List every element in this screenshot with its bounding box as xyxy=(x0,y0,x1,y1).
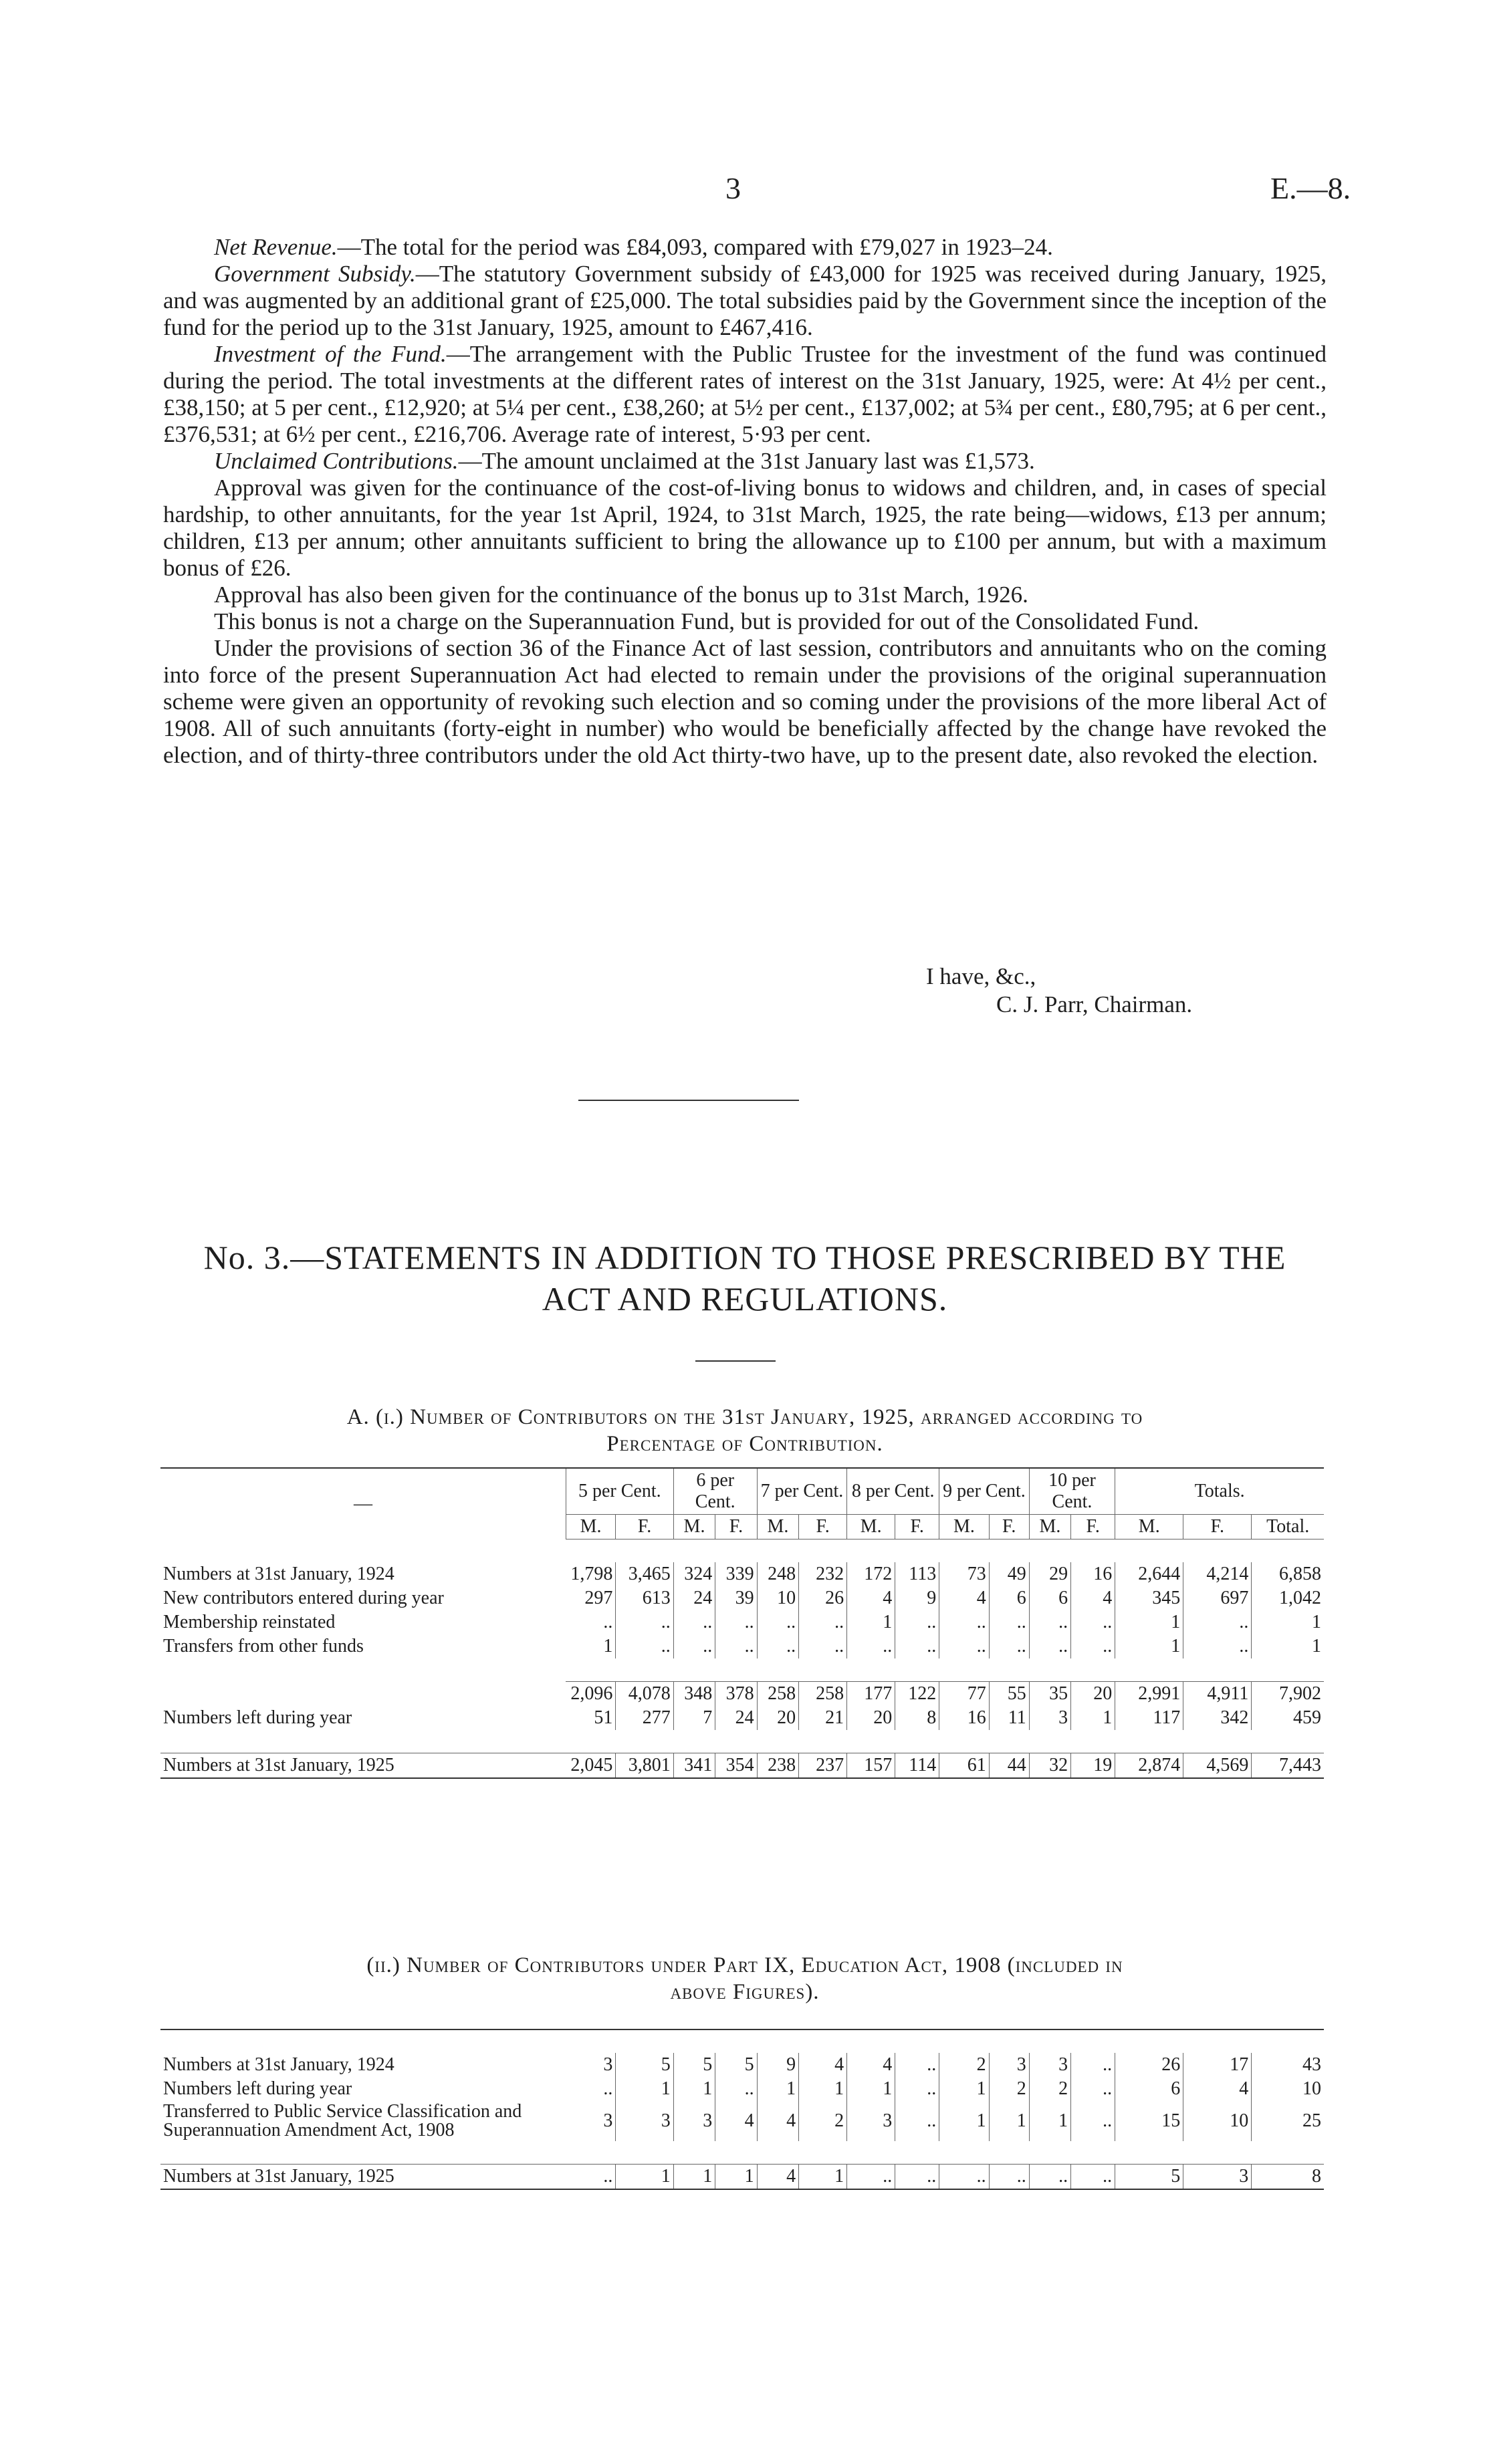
table-cell: 1 xyxy=(616,2165,673,2190)
table-cell: .. xyxy=(1071,1634,1115,1658)
table-cell: 3 xyxy=(989,2053,1029,2077)
table-row xyxy=(160,1682,1324,1707)
table-cell: 9 xyxy=(757,2053,798,2077)
row-label: Transfers from other funds xyxy=(163,1636,364,1656)
subcolumn-header: M. xyxy=(566,1515,615,1539)
table-cell: .. xyxy=(1183,1610,1252,1634)
salutation: I have, &c., xyxy=(926,963,1036,989)
divider xyxy=(695,1360,776,1362)
table-cell: .. xyxy=(566,2077,615,2101)
table-cell: 345 xyxy=(1115,1586,1183,1610)
subcolumn-header: M. xyxy=(673,1515,715,1539)
row-label: Numbers at 31st January, 1925 xyxy=(160,1753,566,1779)
subcolumn-header: M. xyxy=(1029,1515,1070,1539)
table-cell: .. xyxy=(715,1610,757,1634)
table-cell: 8 xyxy=(1252,2165,1324,2190)
table-cell: 26 xyxy=(1115,2053,1183,2077)
spacer-row xyxy=(160,1539,1324,1563)
table-a xyxy=(160,1467,1324,1779)
table-cell: .. xyxy=(1071,2053,1115,2077)
table-row xyxy=(160,1610,1324,1634)
table-cell: 4 xyxy=(939,1586,989,1610)
table-cell: 24 xyxy=(673,1586,715,1610)
table-cell: 4 xyxy=(757,2101,798,2141)
table-cell: 177 xyxy=(847,1682,895,1707)
table-cell: 297 xyxy=(566,1586,615,1610)
subcolumn-header: F. xyxy=(616,1515,673,1539)
table-row xyxy=(160,2101,1324,2141)
table-cell: 49 xyxy=(989,1562,1029,1586)
table-cell: .. xyxy=(566,1610,615,1634)
table-cell: 1 xyxy=(847,2077,895,2101)
table-cell: 15 xyxy=(1115,2101,1183,2141)
table-cell: 1 xyxy=(799,2165,847,2190)
table-cell: 3 xyxy=(673,2101,715,2141)
table-cell: 339 xyxy=(715,1562,757,1586)
table-cell: 20 xyxy=(1071,1682,1115,1707)
table-cell: 258 xyxy=(799,1682,847,1707)
row-label: Membership reinstated xyxy=(163,1612,336,1632)
subcolumn-header: F. xyxy=(989,1515,1029,1539)
section-heading-line2: ACT AND REGULATIONS. xyxy=(542,1280,948,1318)
table-cell: .. xyxy=(1071,2165,1115,2190)
divider xyxy=(578,1100,799,1101)
table-cell: .. xyxy=(895,2165,939,2190)
paragraph-lead: Net Revenue. xyxy=(214,234,338,260)
table-cell: .. xyxy=(673,1634,715,1658)
table-a-title xyxy=(163,1404,1327,1457)
subcolumn-header: M. xyxy=(1115,1515,1183,1539)
column-group-header: 9 per Cent. xyxy=(939,1468,1029,1515)
paragraph-government-subsidy xyxy=(163,261,1327,341)
table-cell: 2 xyxy=(1029,2077,1070,2101)
table-cell: .. xyxy=(1183,1634,1252,1658)
table-cell: 77 xyxy=(939,1682,989,1707)
table-cell: 26 xyxy=(799,1586,847,1610)
table-a-body xyxy=(160,1539,1324,1779)
table-cell: 1 xyxy=(1312,1636,1321,1656)
row-label: Transferred to Public Service Classification and Superannuation Amendment Act, 1908 xyxy=(163,2101,522,2140)
paragraph-net-revenue xyxy=(163,234,1327,261)
table-cell: 43 xyxy=(1302,2054,1321,2075)
table-cell: 3 xyxy=(1183,2165,1252,2190)
table-b-title-line1: (ii.) Number of Contributors under Part IX, Education Act, 1908 (included in xyxy=(366,1953,1123,1977)
subcolumn-header: F. xyxy=(799,1515,847,1539)
row-label: Numbers at 31st January, 1924 xyxy=(163,2054,394,2075)
paragraph-finance-act: Under the provisions of section 36 of the Finance Act of last session, contributors and annuitants who on the coming into force of the present Superannuation Act had elected to remain under the provisions of the original superannuation scheme were given an opportunity of revoking such election and so coming under the provisions of the more liberal Act of 1908. All of such annuitants (forty-eight in number) who would be beneficially affected by the change have revoked the election, and of thirty-three contributors under the old Act thirty-two have, up to the present date, also revoked the election. xyxy=(163,635,1327,768)
table-cell: .. xyxy=(1029,1634,1070,1658)
table-cell: 10 xyxy=(1302,2078,1321,2099)
table-cell: 2,991 xyxy=(1115,1682,1183,1707)
table-cell: .. xyxy=(989,2165,1029,2190)
table-cell: 1 xyxy=(1071,1706,1115,1730)
table-cell: 10 xyxy=(1183,2101,1252,2141)
table-cell: 324 xyxy=(673,1562,715,1586)
table-cell: 114 xyxy=(895,1753,939,1779)
table-cell: 6 xyxy=(989,1586,1029,1610)
table-cell: 1 xyxy=(715,2165,757,2190)
section-heading-line1: No. 3.—STATEMENTS IN ADDITION TO THOSE PRESCRIBED BY THE xyxy=(203,1239,1286,1276)
table-cell: .. xyxy=(895,1634,939,1658)
table-cell: .. xyxy=(939,1634,989,1658)
table-cell: 4 xyxy=(1071,1586,1115,1610)
table-cell: .. xyxy=(895,2053,939,2077)
table-row xyxy=(160,2053,1324,2077)
column-group-header: 5 per Cent. xyxy=(566,1468,673,1515)
table-cell: .. xyxy=(616,1634,673,1658)
table-cell: 113 xyxy=(895,1562,939,1586)
table-cell: 4,911 xyxy=(1183,1682,1252,1707)
table-cell: 7 xyxy=(673,1706,715,1730)
table-cell: 3 xyxy=(1029,2053,1070,2077)
table-cell: 1 xyxy=(1115,1610,1183,1634)
table-cell: 3 xyxy=(1029,1706,1070,1730)
table-cell: .. xyxy=(989,1610,1029,1634)
table-cell: 21 xyxy=(799,1706,847,1730)
table-b-title xyxy=(163,1952,1327,2005)
table-cell: 2 xyxy=(989,2077,1029,2101)
table-cell: 157 xyxy=(847,1753,895,1779)
column-group-header: Totals. xyxy=(1115,1468,1324,1515)
section-heading xyxy=(163,1237,1327,1320)
table-cell: 51 xyxy=(566,1706,615,1730)
spacer-cell xyxy=(160,1658,1324,1682)
column-group-header: 8 per Cent. xyxy=(847,1468,939,1515)
spacer-row xyxy=(160,1658,1324,1682)
column-group-header: 7 per Cent. xyxy=(757,1468,847,1515)
table-cell: 4 xyxy=(715,2101,757,2141)
table-cell: 5 xyxy=(616,2053,673,2077)
table-cell: 3,465 xyxy=(616,1562,673,1586)
table-cell: 348 xyxy=(673,1682,715,1707)
table-b-body xyxy=(160,2029,1324,2189)
table-cell: 341 xyxy=(673,1753,715,1779)
table-cell: 3 xyxy=(616,2101,673,2141)
table-cell: .. xyxy=(799,1610,847,1634)
table-cell: 258 xyxy=(757,1682,798,1707)
row-label: Numbers left during year xyxy=(163,2078,352,2099)
table-cell: .. xyxy=(715,2077,757,2101)
table-cell: 17 xyxy=(1183,2053,1252,2077)
table-row xyxy=(160,2165,1324,2190)
table-cell: 4 xyxy=(847,2053,895,2077)
table-cell: 122 xyxy=(895,1682,939,1707)
table-cell: 2,096 xyxy=(566,1682,615,1707)
table-cell: .. xyxy=(566,2165,615,2190)
table-cell: 10 xyxy=(757,1586,798,1610)
table-cell: 1 xyxy=(989,2101,1029,2141)
table-cell: .. xyxy=(895,2101,939,2141)
table-cell: 32 xyxy=(1029,1753,1070,1779)
row-label: Numbers left during year xyxy=(163,1707,352,1728)
table-cell: 1 xyxy=(939,2101,989,2141)
table-row xyxy=(160,1753,1324,1779)
page-number: 3 xyxy=(725,171,741,205)
table-row xyxy=(160,2077,1324,2101)
paragraph-text: —The arrangement with the Public Trustee for the investment of the fund was continued during the period. The total investments at the different rates of interest on the 31st January, 1925, were: At 4½ per cent., £38,150; at 5 per cent., £12,920; at 5¼ per cent., £38,260; at 5½ per cent., £137,002; at 5¾ per cent., £80,795; at 6 per cent., £376,531; at 6½ per cent., £216,706. Average rate of interest, 5·93 per cent. xyxy=(163,341,1327,447)
column-group-header: 6 per Cent. xyxy=(673,1468,757,1515)
table-cell: 29 xyxy=(1029,1562,1070,1586)
paragraph-text: —The amount unclaimed at the 31st January last was £1,573. xyxy=(458,448,1035,474)
table-cell: 4,569 xyxy=(1183,1753,1252,1779)
spacer-cell xyxy=(160,1730,1324,1753)
table-cell: 378 xyxy=(715,1682,757,1707)
table-cell: .. xyxy=(895,1610,939,1634)
report-text xyxy=(163,234,1327,769)
table-cell: 1 xyxy=(616,2077,673,2101)
table-cell: .. xyxy=(989,1634,1029,1658)
table-cell: 697 xyxy=(1183,1586,1252,1610)
table-cell: .. xyxy=(1071,2101,1115,2141)
table-row xyxy=(160,1586,1324,1610)
spacer-cell xyxy=(160,2029,1324,2053)
table-cell: 354 xyxy=(715,1753,757,1779)
closing-block xyxy=(909,963,1192,1019)
table-cell: 7,902 xyxy=(1252,1682,1324,1707)
table-cell: 35 xyxy=(1029,1682,1070,1707)
table-cell: 342 xyxy=(1183,1706,1252,1730)
spacer-cell xyxy=(160,2141,1324,2165)
table-cell: 1,042 xyxy=(1279,1588,1321,1608)
table-cell: 3 xyxy=(847,2101,895,2141)
table-cell: 5 xyxy=(673,2053,715,2077)
document-reference: E.—8. xyxy=(1270,171,1351,205)
table-cell: .. xyxy=(939,1610,989,1634)
table-header-row xyxy=(160,1468,1324,1515)
subcolumn-header: M. xyxy=(939,1515,989,1539)
paragraph-bonus-approval: Approval was given for the continuance of the cost-of-living bonus to widows and children, and, in cases of special hardship, to other annuitants, for the year 1st April, 1924, to 31st March, 1925, the rate being—widows, £13 per annum; children, £13 per annum; other annuitants sufficient to bring the allowance up to £100 per annum, but with a maximum bonus of £26. xyxy=(163,475,1327,581)
table-cell: .. xyxy=(847,2165,895,2190)
subcolumn-header: F. xyxy=(1183,1515,1252,1539)
table-cell: 3,801 xyxy=(616,1753,673,1779)
column-group-header: 10 per Cent. xyxy=(1029,1468,1115,1515)
table-cell: 4 xyxy=(799,2053,847,2077)
paragraph-text: —The statutory Government subsidy of £43,000 for 1925 was received during January, 1925, and was augmented by an additional grant of £25,000. The total subsidies paid by the Government since the inception of the fund for the period up to the 31st January, 1925, amount to £467,416. xyxy=(163,261,1327,340)
subcolumn-header: M. xyxy=(757,1515,798,1539)
table-cell: .. xyxy=(1071,1610,1115,1634)
stub-header: — xyxy=(160,1468,566,1539)
subcolumn-header: F. xyxy=(895,1515,939,1539)
table-row xyxy=(160,1562,1324,1586)
signature: C. J. Parr, Chairman. xyxy=(996,991,1193,1017)
table-cell: .. xyxy=(1029,1610,1070,1634)
table-cell: 8 xyxy=(895,1706,939,1730)
table-cell: .. xyxy=(616,1610,673,1634)
spacer-cell xyxy=(160,1539,1324,1563)
table-a-title-line2: Percentage of Contribution. xyxy=(606,1432,883,1456)
table-row xyxy=(160,1706,1324,1730)
table-cell: .. xyxy=(847,1634,895,1658)
table-cell: 5 xyxy=(715,2053,757,2077)
table-cell: .. xyxy=(799,1634,847,1658)
table-b-title-line2: above Figures). xyxy=(670,1980,820,2004)
table-cell: .. xyxy=(1071,2077,1115,2101)
table-cell: 238 xyxy=(757,1753,798,1779)
table-cell: 7,443 xyxy=(1252,1753,1324,1779)
table-cell: 73 xyxy=(939,1562,989,1586)
paragraph-bonus-continuance: Approval has also been given for the continuance of the bonus up to 31st March, 1926. xyxy=(214,582,1028,608)
spacer-row xyxy=(160,1730,1324,1753)
table-cell: 1 xyxy=(566,1634,615,1658)
table-cell: .. xyxy=(757,1634,798,1658)
table-cell: 20 xyxy=(757,1706,798,1730)
table-cell: 19 xyxy=(1071,1753,1115,1779)
table-cell: .. xyxy=(895,2077,939,2101)
table-cell: 16 xyxy=(1071,1562,1115,1586)
paragraph-unclaimed xyxy=(163,448,1327,475)
paragraph-text: —The total for the period was £84,093, compared with £79,027 in 1923–24. xyxy=(337,234,1053,260)
spacer-row xyxy=(160,2029,1324,2053)
table-cell: 11 xyxy=(989,1706,1029,1730)
table-cell: 25 xyxy=(1302,2110,1321,2131)
table-cell: 9 xyxy=(895,1586,939,1610)
row-label: Numbers at 31st January, 1925 xyxy=(160,2165,566,2190)
table-cell: 2,874 xyxy=(1115,1753,1183,1779)
table-cell: 1 xyxy=(1312,1612,1321,1632)
subcolumn-header: F. xyxy=(715,1515,757,1539)
table-cell: .. xyxy=(1029,2165,1070,2190)
table-cell: 232 xyxy=(799,1562,847,1586)
table-row xyxy=(160,1634,1324,1658)
subcolumn-header: Total. xyxy=(1252,1515,1324,1539)
table-cell: 4,214 xyxy=(1183,1562,1252,1586)
table-cell: 2,045 xyxy=(566,1753,615,1779)
table-cell: 61 xyxy=(939,1753,989,1779)
paragraph-lead: Government Subsidy. xyxy=(214,261,416,287)
row-label: New contributors entered during year xyxy=(163,1588,444,1608)
table-cell: 6,858 xyxy=(1279,1564,1321,1584)
table-cell: 1 xyxy=(673,2077,715,2101)
paragraph-lead: Unclaimed Contributions. xyxy=(214,448,459,474)
subcolumn-header: M. xyxy=(847,1515,895,1539)
table-cell: 3 xyxy=(566,2101,615,2141)
table-cell: 6 xyxy=(1029,1586,1070,1610)
table-cell: .. xyxy=(757,1610,798,1634)
table-cell: 2 xyxy=(939,2053,989,2077)
table-cell: 1 xyxy=(847,1610,895,1634)
table-cell: 1 xyxy=(1115,1634,1183,1658)
table-cell: 16 xyxy=(939,1706,989,1730)
row-label: Numbers at 31st January, 1924 xyxy=(163,1564,394,1584)
row-label xyxy=(160,1682,566,1707)
table-cell: 1 xyxy=(939,2077,989,2101)
table-cell: 24 xyxy=(715,1706,757,1730)
table-cell: 4,078 xyxy=(616,1682,673,1707)
table-cell: 6 xyxy=(1115,2077,1183,2101)
table-cell: 613 xyxy=(616,1586,673,1610)
table-cell: 459 xyxy=(1293,1707,1321,1728)
table-cell: 39 xyxy=(715,1586,757,1610)
table-cell: 4 xyxy=(1183,2077,1252,2101)
table-cell: 4 xyxy=(847,1586,895,1610)
table-cell: 1 xyxy=(799,2077,847,2101)
table-cell: 1,798 xyxy=(566,1562,615,1586)
table-cell: 1 xyxy=(757,2077,798,2101)
paragraph-consolidated-fund: This bonus is not a charge on the Superannuation Fund, but is provided for out of the Consolidated Fund. xyxy=(214,608,1200,634)
table-cell: 248 xyxy=(757,1562,798,1586)
table-cell: 2,644 xyxy=(1115,1562,1183,1586)
table-cell: 4 xyxy=(757,2165,798,2190)
table-cell: 5 xyxy=(1115,2165,1183,2190)
table-cell: 277 xyxy=(616,1706,673,1730)
paragraph-investment xyxy=(163,341,1327,448)
table-cell: 3 xyxy=(566,2053,615,2077)
table-cell: 20 xyxy=(847,1706,895,1730)
table-cell: .. xyxy=(939,2165,989,2190)
table-cell: 172 xyxy=(847,1562,895,1586)
table-cell: 55 xyxy=(989,1682,1029,1707)
table-cell: 237 xyxy=(799,1753,847,1779)
table-cell: 1 xyxy=(673,2165,715,2190)
paragraph-lead: Investment of the Fund. xyxy=(214,341,447,367)
table-cell: 117 xyxy=(1115,1706,1183,1730)
subcolumn-header: F. xyxy=(1071,1515,1115,1539)
table-cell: .. xyxy=(715,1634,757,1658)
table-b xyxy=(160,2029,1324,2190)
spacer-row xyxy=(160,2141,1324,2165)
table-cell: .. xyxy=(673,1610,715,1634)
table-cell: 1 xyxy=(1029,2101,1070,2141)
table-a-title-line1: A. (i.) Number of Contributors on the 31st January, 1925, arranged according to xyxy=(346,1405,1143,1429)
table-cell: 44 xyxy=(989,1753,1029,1779)
table-cell: 2 xyxy=(799,2101,847,2141)
